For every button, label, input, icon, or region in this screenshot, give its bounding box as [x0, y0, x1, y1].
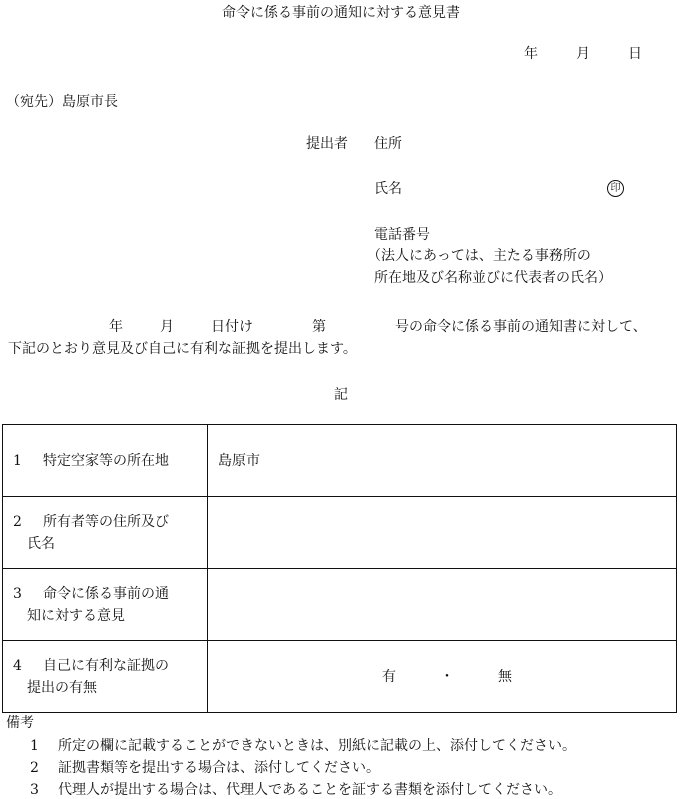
body-text-line2: 下記のとおり意見及び自己に有利な証拠を提出します。 [8, 341, 357, 357]
name-label: 氏名 [374, 181, 402, 197]
location-field[interactable]: 島原市 [208, 425, 677, 497]
evidence-yes-option[interactable]: 有 [382, 668, 396, 685]
note-item: 3 代理人が提出する場合は、代理人であることを証する書類を添付してください。 [30, 782, 562, 798]
date-year-label: 年 [524, 46, 538, 62]
ki-heading: 記 [334, 387, 348, 403]
date-month-label: 月 [576, 46, 590, 62]
separator-dot: ・ [440, 668, 454, 685]
details-table [2, 424, 677, 713]
table-row [3, 497, 677, 569]
table-row [3, 569, 677, 641]
corporation-note-line2: 所在地及び名称並びに代表者の氏名） [374, 270, 612, 286]
body-year: 年 [109, 319, 123, 335]
row-label-location: 1 特定空家等の所在地 [3, 425, 208, 497]
phone-label: 電話番号 [374, 227, 430, 243]
notes-title: 備考 [6, 715, 34, 731]
table-row [3, 641, 677, 713]
address-label: 住所 [374, 136, 402, 152]
owner-field[interactable] [208, 497, 677, 569]
addressee: （宛先）島原市長 [6, 94, 118, 110]
note-item: 1 所定の欄に記載することができないときは、別紙に記載の上、添付してください。 [30, 738, 576, 754]
date-day-label: 日 [628, 46, 642, 62]
note-item: 2 証拠書類等を提出する場合は、添付してください。 [30, 760, 380, 776]
row-label-evidence: 4 自己に有利な証拠の 提出の有無 [3, 641, 208, 713]
body-month: 月 [160, 319, 174, 335]
body-tail: 号の命令に係る事前の通知書に対して、 [395, 319, 647, 335]
body-day-dated: 日付け [211, 319, 253, 335]
row-label-owner: 2 所有者等の住所及び 氏名 [3, 497, 208, 569]
document-title: 命令に係る事前の通知に対する意見書 [222, 5, 460, 21]
evidence-no-option[interactable]: 無 [498, 668, 512, 685]
corporation-note-line1: （法人にあっては、主たる事務所の [367, 248, 591, 264]
submitter-label: 提出者 [306, 136, 348, 152]
table-row [3, 425, 677, 497]
opinion-field[interactable] [208, 569, 677, 641]
body-dai: 第 [312, 319, 326, 335]
row-label-opinion: 3 命令に係る事前の通 知に対する意見 [3, 569, 208, 641]
evidence-choice [208, 641, 677, 713]
seal-mark: 印 [607, 180, 624, 197]
submission-date [524, 47, 642, 61]
